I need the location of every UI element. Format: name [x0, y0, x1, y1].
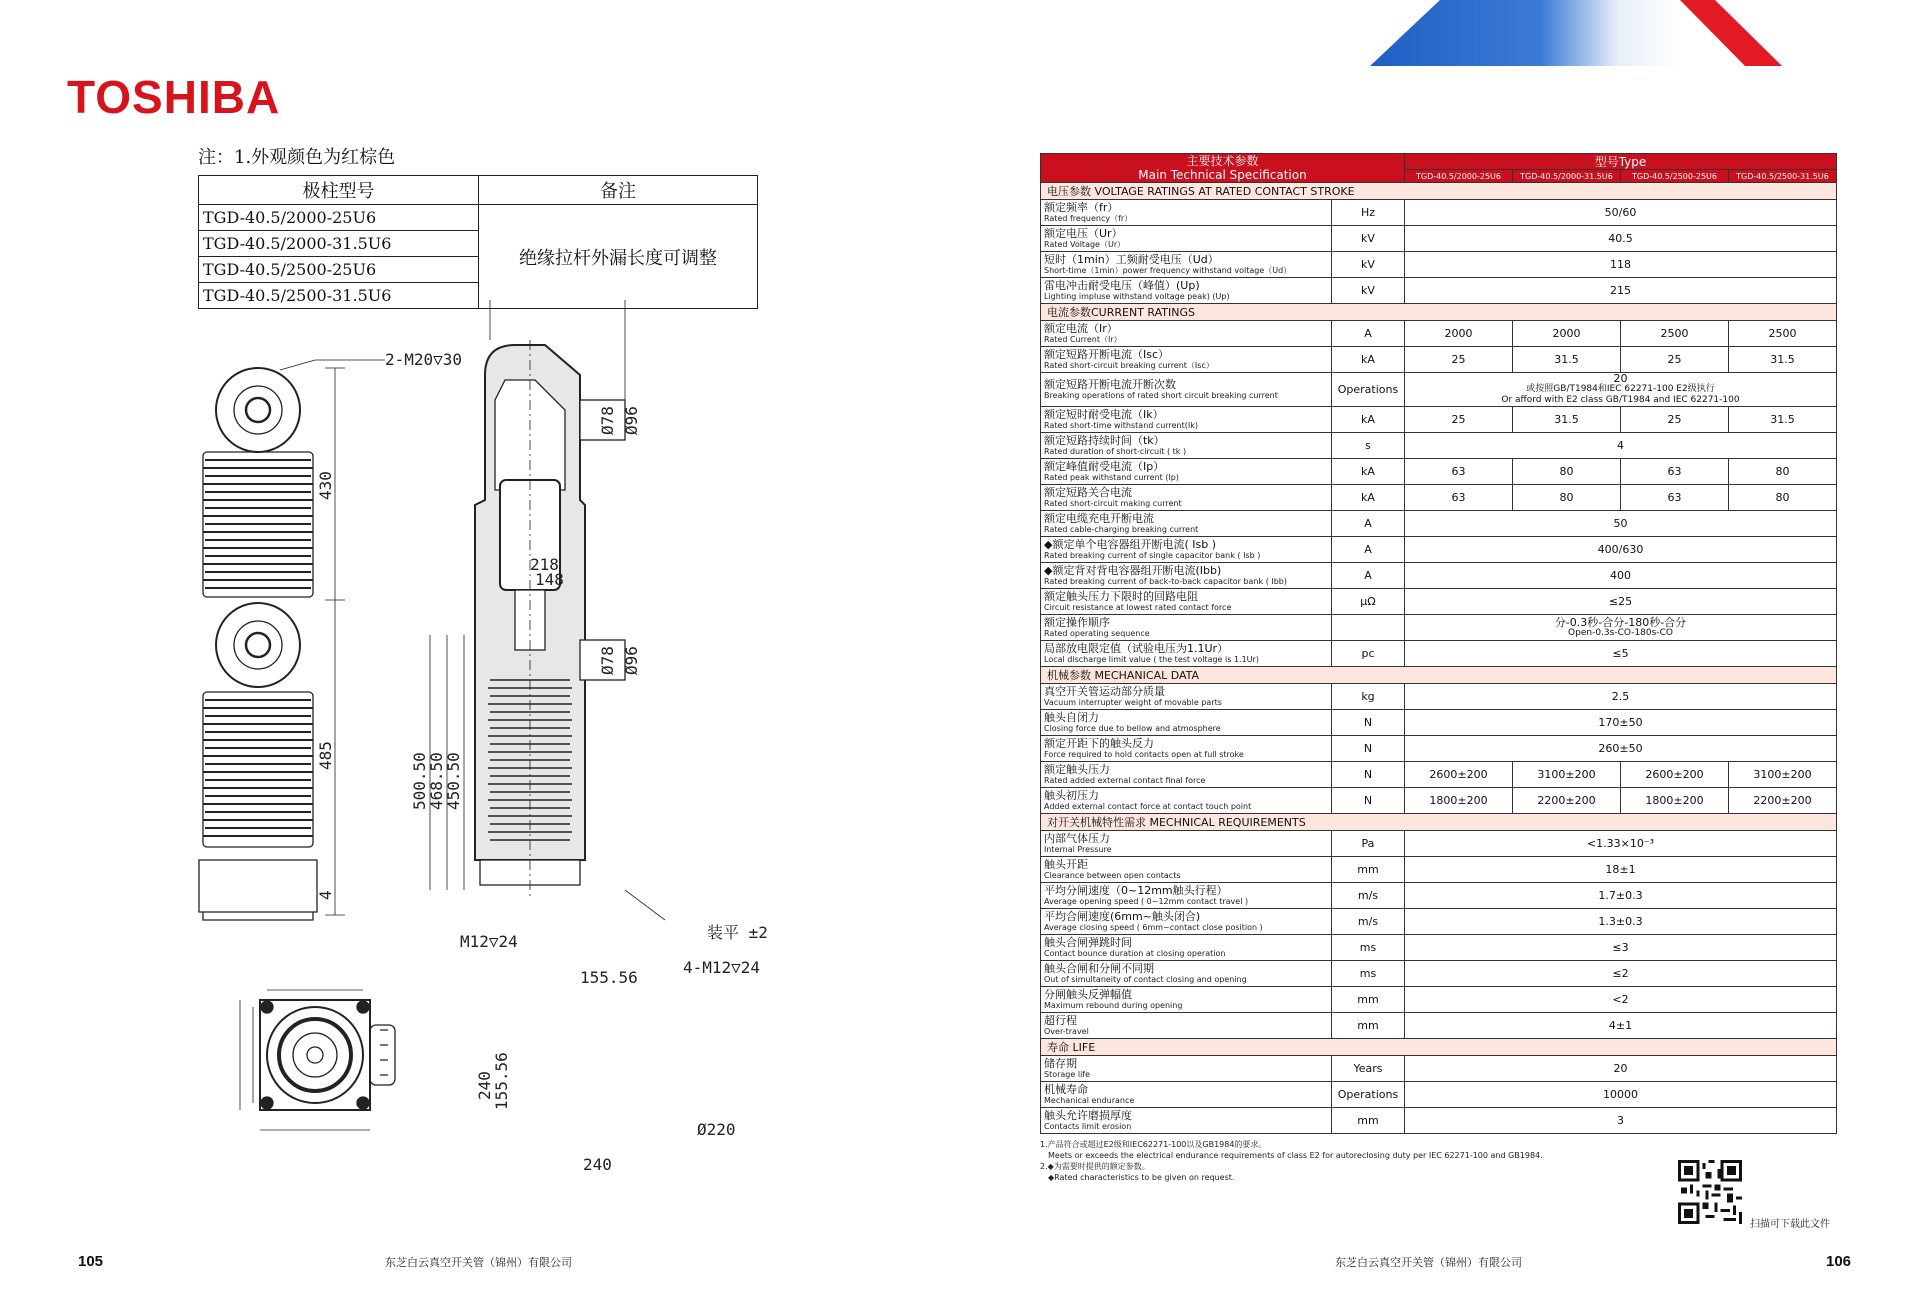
- remark-cell: 绝缘拉杆外漏长度可调整: [479, 205, 758, 309]
- dim-485: 485: [316, 741, 335, 770]
- spec-row: [1041, 407, 1837, 433]
- spec-unit: N: [1332, 736, 1405, 762]
- spec-param-en: Rated short-circuit making current: [1044, 498, 1182, 508]
- footnote-line: 1.产品符合或超过E2级和IEC62271-100以及GB1984的要求。: [1040, 1140, 1267, 1149]
- qr-caption: 扫描可下载此文件: [1750, 1219, 1830, 1230]
- spec-value: 3: [1405, 1108, 1837, 1134]
- page-number-right: 106: [1826, 1253, 1852, 1270]
- spec-param-cn: 额定电压（Ur）: [1044, 226, 1123, 240]
- spec-param-cn: 触头合闸和分闸不同期: [1044, 961, 1154, 975]
- spec-row: [1041, 321, 1837, 347]
- spec-row: [1041, 961, 1837, 987]
- spec-row: [1041, 883, 1837, 909]
- spec-value: ≤3: [1405, 935, 1837, 961]
- spec-row: [1041, 589, 1837, 615]
- spec-param-cn: 额定操作顺序: [1044, 615, 1110, 629]
- spec-param-name: [1041, 589, 1332, 615]
- spec-value: 400: [1405, 563, 1837, 589]
- spec-param-en: Average closing speed ( 6mm~contact close position ): [1044, 922, 1263, 932]
- spec-param-name: [1041, 433, 1332, 459]
- spec-param-cn: 额定短时耐受电流（Ik）: [1044, 407, 1164, 421]
- spec-param-cn: 额定开距下的触头反力: [1044, 736, 1154, 750]
- spec-param-name: [1041, 407, 1332, 433]
- spec-param-name: [1041, 321, 1332, 347]
- spec-value: 31.5: [1729, 407, 1837, 433]
- spec-value: 2600±200: [1405, 762, 1513, 788]
- spec-param-name: [1041, 987, 1332, 1013]
- model-cell: TGD-40.5/2500-25U6: [199, 257, 479, 283]
- spec-value: 4: [1405, 433, 1837, 459]
- spec-param-cn: 储存期: [1044, 1056, 1077, 1070]
- spec-param-en: Rated short-circuit breaking current（Isc）: [1044, 360, 1214, 370]
- spec-row: [1041, 252, 1837, 278]
- spec-param-cn: 内部气体压力: [1044, 831, 1110, 845]
- spec-param-cn: 额定短路关合电流: [1044, 485, 1132, 499]
- spec-param-cn: 触头开距: [1044, 857, 1088, 871]
- spec-param-en: Breaking operations of rated short circuit breaking current: [1044, 390, 1278, 400]
- spec-value: 3100±200: [1513, 762, 1621, 788]
- spec-unit: Hz: [1332, 200, 1405, 226]
- spec-param-name: [1041, 373, 1332, 407]
- appearance-note: 注：1.外观颜色为红棕色: [198, 147, 396, 168]
- spec-param-cn: 额定电流（Ir）: [1044, 321, 1118, 335]
- spec-value: 31.5: [1513, 347, 1621, 373]
- spec-unit: ms: [1332, 935, 1405, 961]
- remark-header: 备注: [479, 176, 758, 205]
- spec-param-en: Contacts limit erosion: [1044, 1121, 1132, 1131]
- spec-unit: kA: [1332, 459, 1405, 485]
- spec-unit: A: [1332, 321, 1405, 347]
- spec-model-col: TGD-40.5/2000-31.5U6: [1513, 170, 1621, 183]
- spec-unit: mm: [1332, 1108, 1405, 1134]
- spec-param-name: [1041, 563, 1332, 589]
- spec-param-name: [1041, 615, 1332, 641]
- spec-param-name: [1041, 278, 1332, 304]
- dim-4: 4: [316, 890, 335, 900]
- spec-value: <2: [1405, 987, 1837, 1013]
- spec-row: [1041, 433, 1837, 459]
- spec-value: 63: [1405, 459, 1513, 485]
- spec-param-en: Rated Current（Ir）: [1044, 334, 1122, 344]
- spec-unit: mm: [1332, 1013, 1405, 1039]
- spec-value: 31.5: [1513, 407, 1621, 433]
- spec-value: 400/630: [1405, 537, 1837, 563]
- dim-450: 450.50: [444, 752, 463, 810]
- spec-param-en: Storage life: [1044, 1069, 1091, 1079]
- spec-unit: [1332, 615, 1405, 641]
- qr-code-icon: [1678, 1160, 1742, 1224]
- spec-param-name: [1041, 1013, 1332, 1039]
- dim-155a: 155.56: [580, 968, 638, 987]
- thread-base-label: 4-M12▽24: [683, 958, 761, 977]
- spec-param-name: [1041, 641, 1332, 667]
- spec-param-en: Internal Pressure: [1044, 844, 1112, 854]
- model-cell: TGD-40.5/2500-31.5U6: [199, 283, 479, 309]
- spec-value-multi: [1405, 373, 1837, 407]
- spec-row: [1041, 563, 1837, 589]
- spec-value: 2500: [1621, 321, 1729, 347]
- spec-param-name: [1041, 684, 1332, 710]
- spec-section-title: 电流参数CURRENT RATINGS: [1041, 304, 1837, 321]
- spec-unit: s: [1332, 433, 1405, 459]
- spec-param-en: Closing force due to bellow and atmosphere: [1044, 723, 1221, 733]
- spec-param-cn: 超行程: [1044, 1013, 1077, 1027]
- spec-model-col: TGD-40.5/2000-25U6: [1405, 170, 1513, 183]
- spec-param-name: [1041, 883, 1332, 909]
- dim-240b: 240: [583, 1155, 612, 1174]
- dim-240a: 240: [475, 1071, 494, 1100]
- spec-param-en: Circuit resistance at lowest rated contact force: [1044, 602, 1232, 612]
- spec-value: 215: [1405, 278, 1837, 304]
- spec-value: 170±50: [1405, 710, 1837, 736]
- spec-param-cn: 真空开关管运动部分质量: [1044, 684, 1165, 698]
- spec-value: 80: [1513, 459, 1621, 485]
- spec-unit: μΩ: [1332, 589, 1405, 615]
- spec-param-name: [1041, 511, 1332, 537]
- page-number-left: 105: [78, 1253, 104, 1270]
- spec-section-header: [1041, 304, 1837, 321]
- spec-param-en: Short-time（1min）power frequency withstand voltage（Ud）: [1044, 265, 1292, 275]
- spec-param-en: Mechanical endurance: [1044, 1095, 1135, 1105]
- spec-param-en: Added external contact force at contact touch point: [1044, 801, 1252, 811]
- spec-value: 2000: [1405, 321, 1513, 347]
- spec-param-name: [1041, 200, 1332, 226]
- spec-param-en: Maximum rebound during opening: [1044, 1000, 1183, 1010]
- section-view: [430, 300, 665, 920]
- spec-value: <1.33×10⁻³: [1405, 831, 1837, 857]
- spec-value: 2200±200: [1513, 788, 1621, 814]
- spec-param-en: Clearance between open contacts: [1044, 870, 1181, 880]
- spec-value: 1.3±0.3: [1405, 909, 1837, 935]
- spec-row: [1041, 373, 1837, 407]
- company-name-left: 东芝白云真空开关管（锦州）有限公司: [385, 1256, 572, 1269]
- spec-value: 25: [1405, 407, 1513, 433]
- spec-param-name: [1041, 485, 1332, 511]
- spec-value: 1800±200: [1621, 788, 1729, 814]
- spec-value: ≤25: [1405, 589, 1837, 615]
- spec-unit: kV: [1332, 252, 1405, 278]
- spec-param-en: Lighting impluse withstand voltage peak) (Up): [1044, 291, 1230, 301]
- spec-param-name: [1041, 252, 1332, 278]
- spec-value: 2.5: [1405, 684, 1837, 710]
- spec-unit: kA: [1332, 485, 1405, 511]
- spec-value-multi: [1405, 615, 1837, 641]
- spec-section-title: 对开关机械特性需求 MECHNICAL REQUIREMENTS: [1041, 814, 1837, 831]
- front-view: [199, 360, 385, 920]
- spec-unit: N: [1332, 762, 1405, 788]
- spec-row: [1041, 347, 1837, 373]
- spec-row: [1041, 909, 1837, 935]
- spec-unit: kA: [1332, 347, 1405, 373]
- spec-unit: A: [1332, 563, 1405, 589]
- spec-value: ≤5: [1405, 641, 1837, 667]
- spec-row: [1041, 511, 1837, 537]
- spec-section-title: 机械参数 MECHANICAL DATA: [1041, 667, 1837, 684]
- spec-unit: A: [1332, 537, 1405, 563]
- spec-param-name: [1041, 961, 1332, 987]
- spec-param-cn: 触头允许磨损厚度: [1044, 1108, 1132, 1122]
- dim-468: 468.50: [427, 752, 446, 810]
- spec-param-en: Rated peak withstand current (Ip): [1044, 472, 1179, 482]
- spec-value-line: Or afford with E2 class GB/T1984 and IEC 62271-100: [1501, 395, 1740, 405]
- spec-row: [1041, 1056, 1837, 1082]
- spec-unit: kA: [1332, 407, 1405, 433]
- brand-logo: TOSHIBA: [67, 71, 281, 123]
- spec-row: [1041, 684, 1837, 710]
- model-cell: TGD-40.5/2000-31.5U6: [199, 231, 479, 257]
- spec-row: [1041, 762, 1837, 788]
- spec-value: 1800±200: [1405, 788, 1513, 814]
- spec-param-en: Rated frequency（fr）: [1044, 213, 1133, 223]
- spec-param-name: [1041, 1108, 1332, 1134]
- spec-param-cn: 额定频率（fr）: [1044, 200, 1119, 214]
- spec-param-cn: 平均合闸速度(6mm~触头闭合): [1044, 909, 1201, 923]
- corner-banner-graphic: [1370, 0, 1920, 66]
- spec-section-title: 寿命 LIFE: [1041, 1039, 1837, 1056]
- dim-96a: Ø96: [622, 406, 641, 435]
- spec-param-cn: 平均分闸速度（0~12mm触头行程）: [1044, 883, 1228, 897]
- spec-param-cn: 额定短路开断电流（Isc）: [1044, 347, 1170, 361]
- spec-value: ≤2: [1405, 961, 1837, 987]
- spec-value: 80: [1729, 485, 1837, 511]
- spec-value: 50: [1405, 511, 1837, 537]
- spec-param-en: Rated breaking current of single capacitor bank ( Isb ): [1044, 550, 1261, 560]
- spec-param-name: [1041, 909, 1332, 935]
- spec-unit: m/s: [1332, 883, 1405, 909]
- spec-param-en: Local discharge limit value ( the test voltage is 1.1Ur): [1044, 654, 1259, 664]
- spec-unit: ms: [1332, 961, 1405, 987]
- spec-row: [1041, 987, 1837, 1013]
- spec-header-en: Main Technical Specification: [1138, 168, 1307, 182]
- spec-row: [1041, 788, 1837, 814]
- spec-row: [1041, 278, 1837, 304]
- spec-param-name: [1041, 1082, 1332, 1108]
- model-header: 极柱型号: [199, 176, 479, 205]
- spec-param-en: Force required to hold contacts open at full stroke: [1044, 749, 1244, 759]
- spec-unit: Operations: [1332, 1082, 1405, 1108]
- spec-value: 50/60: [1405, 200, 1837, 226]
- spec-value: 260±50: [1405, 736, 1837, 762]
- spec-value-line: Open-0.3s-CO-180s-CO: [1568, 627, 1673, 638]
- spec-row: [1041, 857, 1837, 883]
- spec-param-en: Rated breaking current of back-to-back capacitor bank ( Ibb): [1044, 576, 1287, 586]
- spec-row: [1041, 1108, 1837, 1134]
- spec-param-name: [1041, 459, 1332, 485]
- spec-param-name: [1041, 831, 1332, 857]
- spec-value: 31.5: [1729, 347, 1837, 373]
- spec-row: [1041, 615, 1837, 641]
- spec-value: 1.7±0.3: [1405, 883, 1837, 909]
- spec-section-header: [1041, 814, 1837, 831]
- spec-value: 63: [1405, 485, 1513, 511]
- spec-model-col: TGD-40.5/2500-25U6: [1621, 170, 1729, 183]
- spec-value: 2000: [1513, 321, 1621, 347]
- footnote-line: ◆Rated characteristics to be given on request.: [1048, 1173, 1235, 1182]
- spec-unit: kV: [1332, 226, 1405, 252]
- spec-unit: Pa: [1332, 831, 1405, 857]
- spec-row: [1041, 485, 1837, 511]
- spec-param-cn: 局部放电限定值（试验电压为1.1Ur）: [1044, 641, 1229, 655]
- spec-value: 25: [1621, 347, 1729, 373]
- spec-param-name: [1041, 537, 1332, 563]
- spec-value: 4±1: [1405, 1013, 1837, 1039]
- spec-row: [1041, 1082, 1837, 1108]
- spec-value: 80: [1513, 485, 1621, 511]
- spec-param-cn: 雷电冲击耐受电压（峰值）(Up): [1044, 278, 1200, 292]
- dim-78b: Ø78: [598, 646, 617, 675]
- spec-param-name: [1041, 788, 1332, 814]
- spec-param-name: [1041, 710, 1332, 736]
- spec-param-cn: 额定触头压力下限时的回路电阻: [1044, 589, 1198, 603]
- spec-param-cn: 分闸触头反弹幅值: [1044, 987, 1132, 1001]
- spec-param-en: Rated duration of short-circuit ( tk ): [1044, 446, 1187, 456]
- company-name-right: 东芝白云真空开关管（锦州）有限公司: [1335, 1256, 1522, 1269]
- spec-value: 20: [1405, 1056, 1837, 1082]
- spec-param-en: Rated added external contact final force: [1044, 775, 1206, 785]
- spec-value: 2500: [1729, 321, 1837, 347]
- dim-155b: 155.56: [492, 1052, 511, 1110]
- spec-value: 3100±200: [1729, 762, 1837, 788]
- spec-table: [1040, 153, 1837, 1134]
- spec-value: 80: [1729, 459, 1837, 485]
- spec-param-name: [1041, 1056, 1332, 1082]
- spec-value: 118: [1405, 252, 1837, 278]
- spec-param-en: Over-travel: [1044, 1026, 1089, 1036]
- footnote-line: 2.◆为需要时提供的额定参数。: [1040, 1162, 1150, 1171]
- spec-param-cn: 短时（1min）工频耐受电压（Ud）: [1044, 252, 1219, 266]
- spec-value: 2600±200: [1621, 762, 1729, 788]
- spec-param-cn: ◆额定单个电容器组开断电流( Isb ): [1044, 537, 1216, 551]
- thread-bottom-label: M12▽24: [460, 932, 518, 951]
- dim-430: 430: [316, 471, 335, 500]
- spec-param-en: Contact bounce duration at closing operation: [1044, 948, 1226, 958]
- assembly-label: 装平 ±2: [707, 923, 768, 942]
- spec-header-cn: 主要技术参数: [1186, 154, 1259, 168]
- spec-param-name: [1041, 226, 1332, 252]
- spec-section-header: [1041, 183, 1837, 200]
- spec-row: [1041, 935, 1837, 961]
- spec-value-line: 分-0.3秒-合分-180秒-合分: [1554, 615, 1687, 629]
- thread-top-label: 2-M20▽30: [385, 350, 463, 369]
- spec-section-header: [1041, 667, 1837, 684]
- spec-param-cn: 额定电缆充电开断电流: [1044, 511, 1154, 525]
- spec-unit: Years: [1332, 1056, 1405, 1082]
- spec-unit: Operations: [1332, 373, 1405, 407]
- spec-param-cn: 触头自闭力: [1044, 710, 1099, 724]
- dim-218: 218: [530, 555, 559, 574]
- footnotes: [1040, 1139, 1543, 1183]
- spec-unit: pc: [1332, 641, 1405, 667]
- spec-param-en: Out of simultaneity of contact closing and opening: [1044, 974, 1247, 984]
- spec-value: 40.5: [1405, 226, 1837, 252]
- footnote-line: Meets or exceeds the electrical endurance requirements of class E2 for autoreclosing duty per IEC 62271-100 and GB1984.: [1048, 1151, 1543, 1160]
- spec-header-param: [1041, 154, 1405, 183]
- spec-unit: m/s: [1332, 909, 1405, 935]
- spec-value: 63: [1621, 459, 1729, 485]
- spec-model-col: TGD-40.5/2500-31.5U6: [1729, 170, 1837, 183]
- spec-value: 63: [1621, 485, 1729, 511]
- spec-param-en: Rated Voltage（Ur）: [1044, 239, 1126, 249]
- spec-row: [1041, 1013, 1837, 1039]
- spec-param-cn: 额定短路持续时间（tk）: [1044, 433, 1165, 447]
- spec-header-type: 型号Type: [1405, 154, 1837, 170]
- spec-row: [1041, 226, 1837, 252]
- spec-param-cn: 额定触头压力: [1044, 762, 1110, 776]
- spec-param-name: [1041, 736, 1332, 762]
- model-table: [198, 175, 758, 309]
- spec-unit: N: [1332, 788, 1405, 814]
- spec-unit: kV: [1332, 278, 1405, 304]
- spec-section-title: 电压参数 VOLTAGE RATINGS AT RATED CONTACT STROKE: [1041, 183, 1837, 200]
- spec-value: 18±1: [1405, 857, 1837, 883]
- spec-row: [1041, 537, 1837, 563]
- model-cell: TGD-40.5/2000-25U6: [199, 205, 479, 231]
- spec-param-cn: ◆额定背对背电容器组开断电流(Ibb): [1044, 563, 1222, 577]
- spec-row: [1041, 200, 1837, 226]
- dim-78a: Ø78: [598, 406, 617, 435]
- technical-drawing: [185, 300, 785, 1200]
- spec-param-name: [1041, 762, 1332, 788]
- spec-value: 10000: [1405, 1082, 1837, 1108]
- spec-value: 2200±200: [1729, 788, 1837, 814]
- dim-220: Ø220: [697, 1120, 736, 1139]
- spec-value: 25: [1405, 347, 1513, 373]
- spec-param-name: [1041, 857, 1332, 883]
- spec-row: [1041, 736, 1837, 762]
- spec-param-en: Average opening speed ( 0~12mm contact travel ): [1044, 896, 1249, 906]
- spec-row: [1041, 459, 1837, 485]
- spec-unit: mm: [1332, 987, 1405, 1013]
- spec-unit: kg: [1332, 684, 1405, 710]
- spec-param-name: [1041, 347, 1332, 373]
- spec-param-name: [1041, 935, 1332, 961]
- bottom-view: [240, 990, 395, 1130]
- spec-unit: mm: [1332, 857, 1405, 883]
- dim-96b: Ø96: [622, 646, 641, 675]
- dim-148: 148: [535, 570, 564, 589]
- spec-unit: N: [1332, 710, 1405, 736]
- spec-value-line: 20: [1613, 372, 1628, 385]
- spec-section-header: [1041, 1039, 1837, 1056]
- spec-row: [1041, 831, 1837, 857]
- spec-param-cn: 额定短路开断电流开断次数: [1044, 377, 1176, 391]
- dim-500: 500.50: [410, 752, 429, 810]
- spec-param-cn: 机械寿命: [1044, 1082, 1088, 1096]
- spec-param-en: Rated cable-charging breaking current: [1044, 524, 1199, 534]
- spec-param-en: Rated short-time withstand current(Ik): [1044, 420, 1198, 430]
- spec-unit: A: [1332, 511, 1405, 537]
- spec-value-line: 或按照GB/T1984和IEC 62271-100 E2级执行: [1526, 384, 1715, 394]
- spec-value: 25: [1621, 407, 1729, 433]
- spec-row: [1041, 641, 1837, 667]
- spec-param-cn: 触头合闸弹跳时间: [1044, 935, 1132, 949]
- spec-param-cn: 额定峰值耐受电流（Ip）: [1044, 459, 1165, 473]
- spec-param-cn: 触头初压力: [1044, 788, 1099, 802]
- spec-param-en: Vacuum interrupter weight of movable parts: [1044, 697, 1222, 707]
- spec-row: [1041, 710, 1837, 736]
- spec-param-en: Rated operating sequence: [1044, 628, 1150, 638]
